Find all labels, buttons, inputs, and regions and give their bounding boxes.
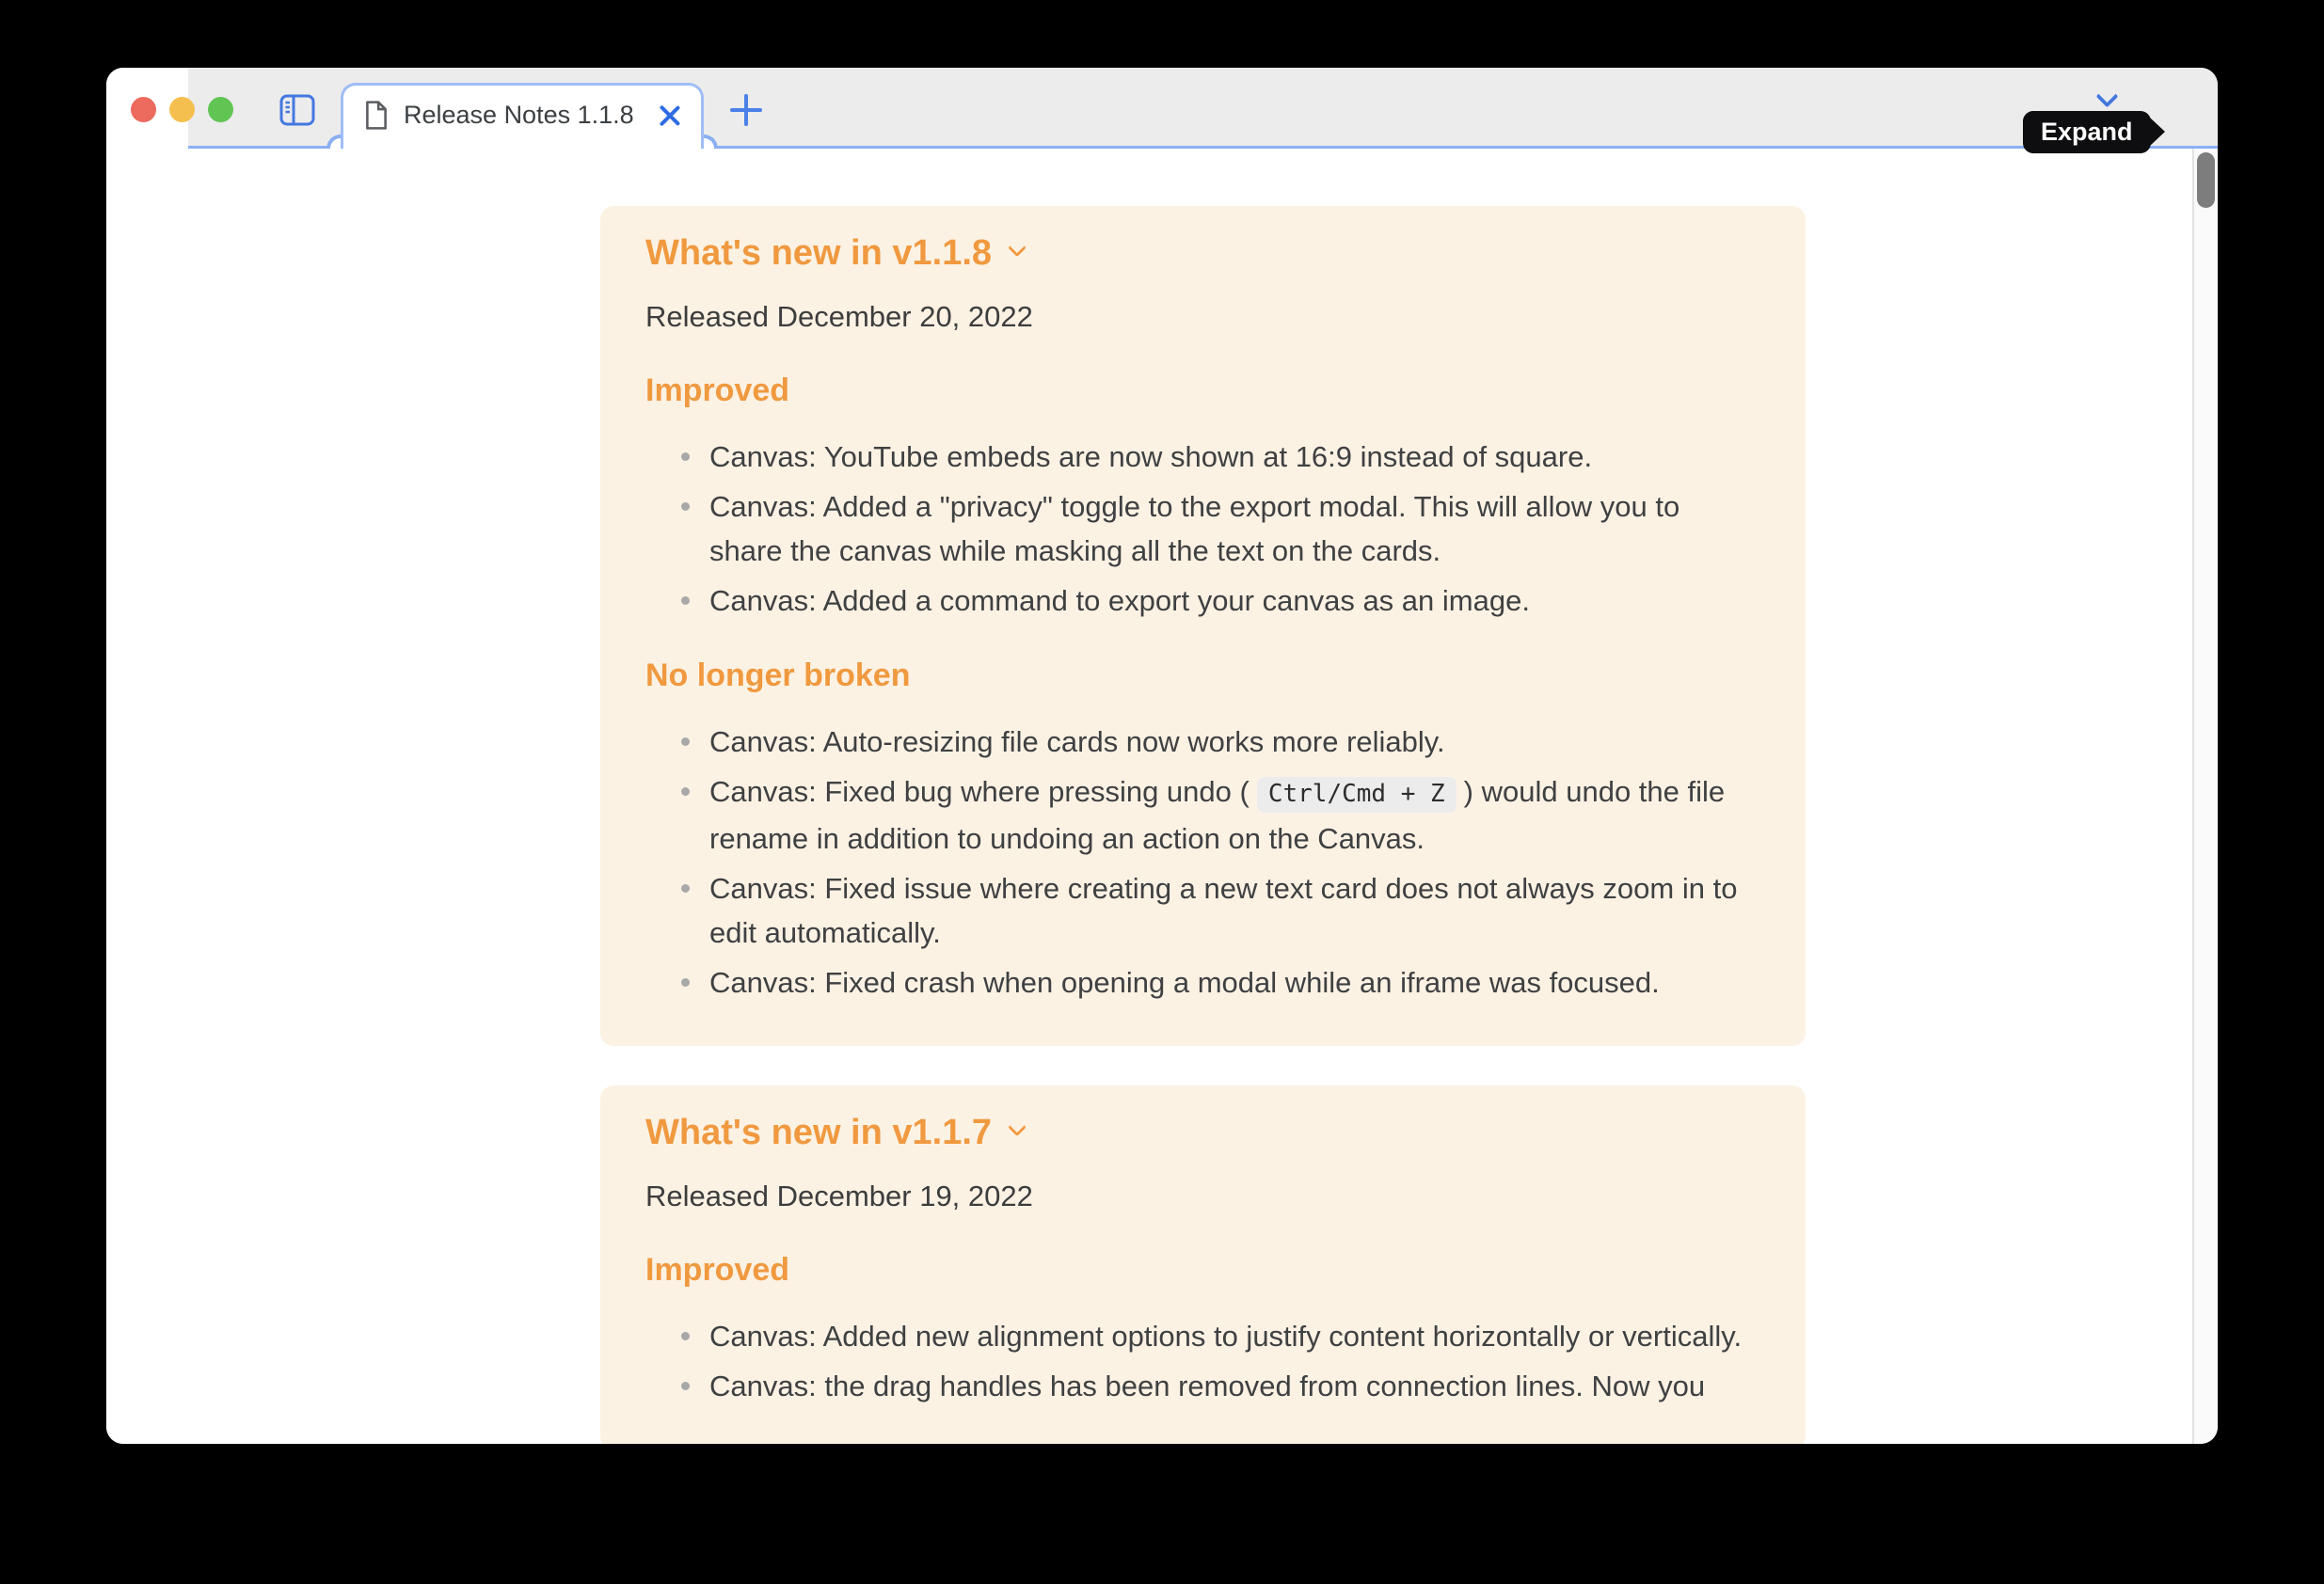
list-item: Canvas: Added new alignment options to justify content horizontally or vertically. [709,1314,1760,1358]
release-card [600,1085,1806,1444]
cards [600,206,1806,1444]
traffic-light-zoom[interactable] [208,97,233,122]
section-heading: Improved [645,372,790,408]
tooltip-label: Expand [2041,118,2133,146]
list-item: Canvas: the drag handles has been removed from connection lines. Now you [709,1364,1760,1408]
traffic-light-minimize[interactable] [169,97,195,122]
card-title: What's new in v1.1.7 [645,1113,993,1152]
close-tab-button[interactable] [656,103,682,129]
traffic-light-close[interactable] [131,97,156,122]
tooltip-arrow [2150,118,2165,146]
section-heading: No longer broken [645,657,911,693]
section-list [645,435,1760,623]
section-heading: Improved [645,1252,790,1288]
sidebar-toggle-button[interactable] [279,91,316,129]
document-icon [364,101,389,130]
section-list [645,1314,1760,1408]
list-item: Canvas: Fixed crash when opening a modal while an iframe was focused. [709,960,1760,1005]
section-list [645,720,1760,1005]
plus-icon [727,91,765,129]
card-title-row [645,232,1760,274]
traffic-lights [131,97,233,122]
list-item: Canvas: Added a "privacy" toggle to the export modal. This will allow you to share the canvas while masking all the text on the cards. [709,484,1760,573]
chevron-down-icon[interactable] [1008,238,1027,257]
new-tab-button[interactable] [727,91,765,129]
inline-code: Ctrl/Cmd + Z [1257,777,1456,813]
chevron-down-icon [2095,85,2118,107]
sidebar-icon [279,92,316,128]
list-item: Canvas: YouTube embeds are now shown at 16:9 instead of square. [709,435,1760,479]
expand-tooltip [2023,111,2151,153]
content-area [106,151,2192,1444]
release-date: Released December 19, 2022 [645,1180,1033,1212]
scrollbar-thumb[interactable] [2197,152,2215,208]
card-title-row [645,1112,1760,1153]
list-item: Canvas: Added a command to export your canvas as an image. [709,578,1760,623]
list-item: Canvas: Fixed bug where pressing undo ( Ctrl/Cmd + Z ) would undo the file rename in addition to undoing an action on the Canvas. [709,769,1760,861]
list-item: Canvas: Auto-resizing file cards now works more reliably. [709,720,1760,764]
app-window [106,68,2218,1444]
tab-title: Release Notes 1.1.8 [404,101,634,129]
release-card [600,206,1806,1046]
release-date: Released December 20, 2022 [645,300,1033,333]
list-item: Canvas: Fixed issue where creating a new text card does not always zoom in to edit automatically. [709,866,1760,955]
chevron-down-icon[interactable] [1008,1117,1027,1136]
browser-tab[interactable] [341,83,704,149]
scrollbar-track[interactable] [2192,149,2218,1444]
card-title: What's new in v1.1.8 [645,233,993,273]
